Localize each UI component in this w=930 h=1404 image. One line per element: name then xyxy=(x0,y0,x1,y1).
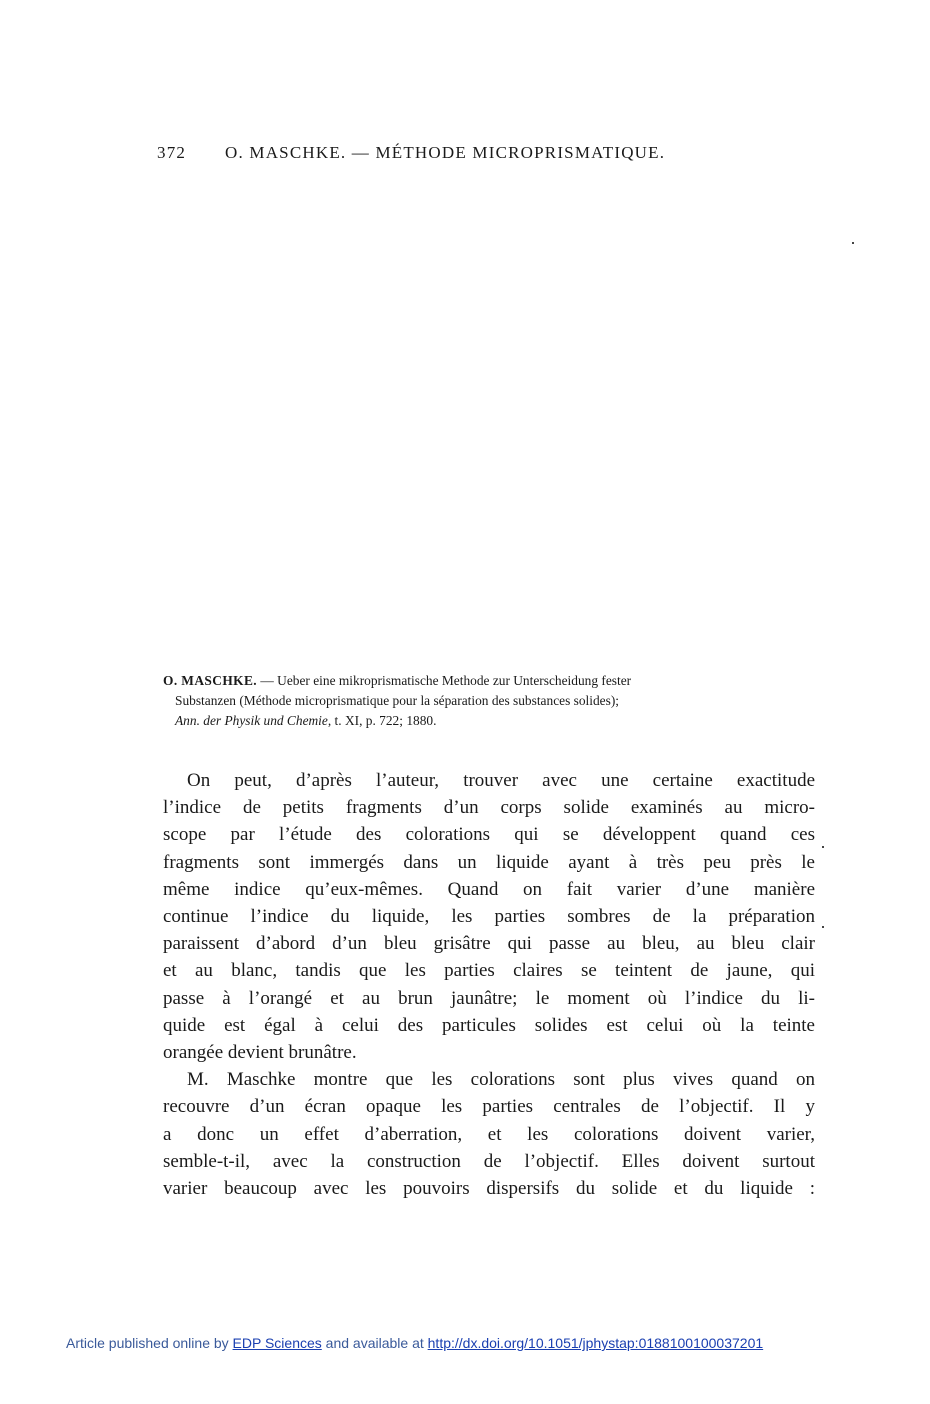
print-speck xyxy=(822,926,824,928)
text-line: même indice qu’eux-mêmes. Quand on fait varier d’une manière xyxy=(163,878,815,900)
text-line: semble-t-il, avec la construction de l’objectif. Elles doivent surtout xyxy=(163,1150,815,1172)
text-line: passe à l’orangé et au brun jaunâtre; le moment où l’indice du li- xyxy=(163,987,815,1009)
reference-line-3 xyxy=(163,711,813,731)
footer-prefix: Article published online by xyxy=(66,1335,233,1351)
running-title: O. MASCHKE. — MÉTHODE MICROPRISMATIQUE. xyxy=(225,143,666,162)
text-line: fragments sont immergés dans un liquide ayant à très peu près le xyxy=(163,851,815,873)
text-line: l’indice de petits fragments d’un corps solide examinés au micro- xyxy=(163,797,815,819)
print-speck xyxy=(852,242,854,244)
reference-title-start: — Ueber eine mikroprismatische Methode zur Unterscheidung fester xyxy=(257,673,632,688)
text-line: orangée devient brunâtre. xyxy=(163,1042,357,1064)
text-line: et au blanc, tandis que les parties claires se teintent de jaune, qui xyxy=(163,960,815,982)
text-line: quide est égal à celui des particules solides est celui où la teinte xyxy=(163,1014,815,1036)
page-number: 372 xyxy=(157,143,187,162)
paragraph-2 xyxy=(163,1066,815,1202)
doi-link[interactable]: http://dx.doi.org/10.1051/jphystap:0188100100037201 xyxy=(427,1335,764,1351)
text-line: recouvre d’un écran opaque les parties centrales de l’objectif. Il y xyxy=(163,1096,815,1118)
reference-author: O. MASCHKE. xyxy=(163,673,258,688)
paragraph-1 xyxy=(163,767,815,1066)
article-body xyxy=(163,767,815,1202)
text-line: continue l’indice du liquide, les parties sombres de la préparation xyxy=(163,906,815,928)
text-line: a donc un effet d’aberration, et les colorations doivent varier, xyxy=(163,1123,815,1145)
text-line: scope par l’étude des colorations qui se développent quand ces xyxy=(163,824,815,846)
reference-line-1 xyxy=(163,671,813,691)
print-speck xyxy=(822,846,824,848)
text-line: M. Maschke montre que les colorations sont plus vives quand on xyxy=(187,1069,815,1091)
bibliographic-reference xyxy=(163,671,813,731)
reference-journal: Ann. der Physik und Chemie xyxy=(175,713,328,728)
footer-middle: and available at xyxy=(321,1335,428,1351)
text-line: varier beaucoup avec les pouvoirs dispersifs du solide et du liquide : xyxy=(163,1178,815,1200)
reference-citation: , t. XI, p. 722; 1880. xyxy=(327,713,437,728)
publication-footer xyxy=(66,1335,866,1351)
reference-line-2: Substanzen (Méthode microprismatique pour la séparation des substances solides); xyxy=(175,693,620,708)
running-header xyxy=(157,143,747,163)
text-line: paraissent d’abord d’un bleu grisâtre qui passe au bleu, au bleu clair xyxy=(163,933,815,955)
text-line: On peut, d’après l’auteur, trouver avec une certaine exactitude xyxy=(187,770,815,791)
edp-sciences-link[interactable]: EDP Sciences xyxy=(232,1335,322,1351)
